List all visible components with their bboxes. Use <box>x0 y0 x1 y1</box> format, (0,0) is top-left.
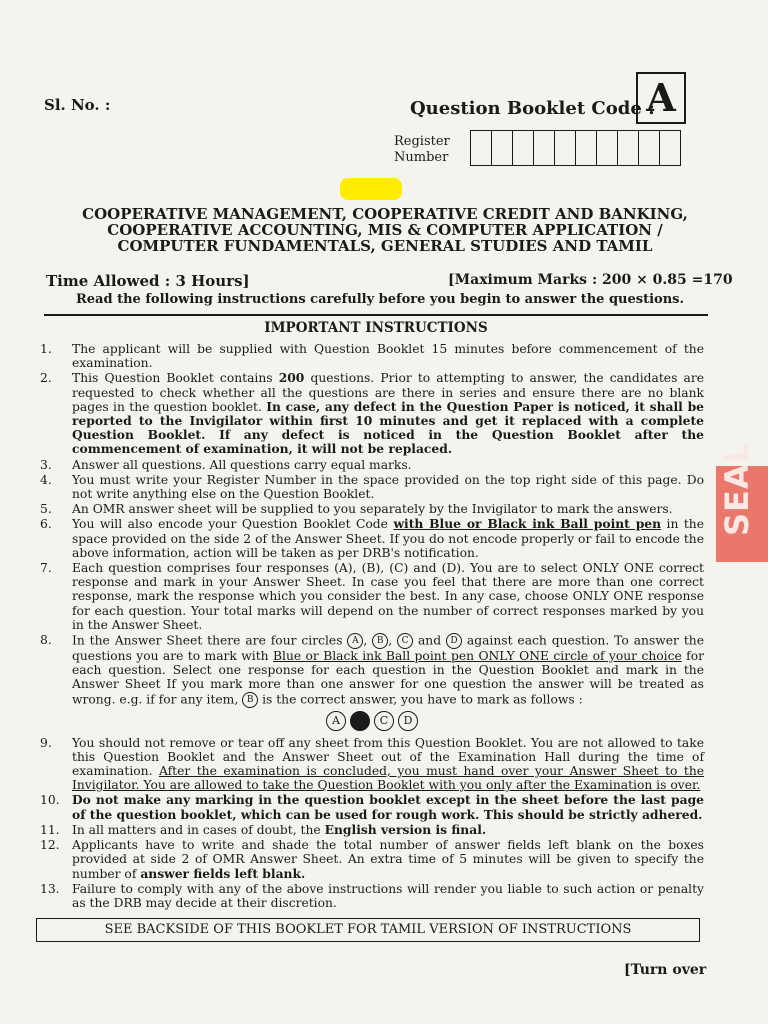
instruction-item <box>40 736 704 793</box>
divider <box>44 314 708 316</box>
register-digit-box <box>660 131 680 165</box>
circle-d-icon: D <box>398 711 418 731</box>
subject-line-3: COMPUTER FUNDAMENTALS, GENERAL STUDIES AND TAMIL <box>117 237 653 255</box>
register-label-line2: Number <box>394 150 449 165</box>
instruction-text <box>72 823 704 837</box>
instruction-number: 12. <box>40 838 60 853</box>
text-run: This Question Booklet contains <box>72 371 279 386</box>
circle-a-icon: A <box>326 711 346 731</box>
circle-a-icon: A <box>347 633 363 649</box>
instruction-text: You must write your Register Number in the space provided on the top right side of this page. Do not write anything else on the Question Booklet. <box>72 472 704 502</box>
instruction-text: In the Answer Sheet there are four circles A , B , C and D against each question. To answer the questions you are to mark with Blue or Black ink Ball point pen ONLY ONE circle of your choice for each question. Select one response for each question in the Question Booklet and mark in the Answer Sheet If you mark more than one answer for one question the answer will be treated as wrong. e.g. if for any item, B is the correct answer, you have to mark as follows : <box>72 633 704 707</box>
instruction-text: Failure to comply with any of the above instructions will render you liable to such action or penalty as the DRB may decide at their discretion. <box>72 881 704 910</box>
circle-c-icon: C <box>397 633 413 649</box>
text-run: with Blue or Black ink Ball point pen <box>393 516 662 532</box>
instruction-text <box>72 736 704 793</box>
answer-marking-example <box>40 711 704 731</box>
tamil-version-note: SEE BACKSIDE OF THIS BOOKLET FOR TAMIL VERSION OF INSTRUCTIONS <box>36 918 700 942</box>
booklet-code-box: A <box>636 72 686 124</box>
turn-over-label: [Turn over <box>624 962 707 978</box>
maximum-marks: [Maximum Marks : 200 × 0.85 =170 <box>448 272 733 288</box>
instruction-number: 10. <box>40 793 60 808</box>
serial-number-label: Sl. No. : <box>44 96 111 114</box>
yellow-highlight-mark <box>340 178 402 200</box>
text-run: for each question. Select one response for each question in the Question Booklet and mark in the Answer Sheet If you mark more than one answer for one question the answer will be treated as wrong. e.g. if for any item, <box>72 649 704 707</box>
instruction-number: 3. <box>40 457 52 472</box>
instruction-text <box>72 838 704 881</box>
instruction-number: 4. <box>40 472 52 487</box>
seal-text: SEAL <box>718 441 756 536</box>
text-run: is the correct answer, you have to mark as follows : <box>258 692 583 707</box>
instruction-item <box>40 793 704 821</box>
circle-c-icon: C <box>374 711 394 731</box>
text-run: You will also encode your Question Booklet Code <box>72 517 394 532</box>
instruction-item <box>40 473 704 501</box>
instruction-text: The applicant will be supplied with Question Booklet 15 minutes before commencement of the examination. <box>72 342 704 371</box>
register-digit-box <box>576 131 597 165</box>
instruction-number: 11. <box>40 822 60 837</box>
text-run: English version is final. <box>324 821 487 837</box>
instruction-number: 5. <box>40 502 52 517</box>
register-digit-box <box>534 131 555 165</box>
circle-b-icon: B <box>372 633 388 649</box>
subject-line-2: COOPERATIVE ACCOUNTING, MIS & COMPUTER APPLICATION / <box>107 221 663 239</box>
instruction-number: 8. <box>40 633 52 648</box>
text-run: Applicants have to write and shade the total number of answer fields left blank on the boxes provided at side 2 of OMR Answer Sheet. An extra time of 5 minutes will be given to specify the number of <box>72 838 704 881</box>
instruction-item <box>40 371 704 456</box>
instruction-number: 9. <box>40 735 52 750</box>
instruction-text <box>72 371 704 456</box>
instructions-heading: IMPORTANT INSTRUCTIONS <box>264 320 488 336</box>
text-run: answer fields left blank. <box>140 865 306 881</box>
text-run: In case, any defect in the Question Paper is noticed, it shall be reported to the Invigilator within first 10 minutes and get it replaced with a complete Question Booklet. If any defect is noticed in the Question Booklet after the commencement of examination, it will not be replaced. <box>72 398 704 457</box>
instruction-text <box>72 517 704 560</box>
text-run: in the space provided on the side 2 of the Answer Sheet. If you do not encode properly or fail to encode the above information, action will be taken as per DRB's notification. <box>72 517 704 560</box>
instruction-item <box>40 517 704 560</box>
instruction-item <box>40 838 704 881</box>
register-digit-box <box>513 131 534 165</box>
text-run: You should not remove or tear off any sheet from this Question Booklet. You are not allowed to take this Question Booklet and the Answer Sheet out of the Examination Hall during the time of examination. <box>72 735 704 779</box>
register-number-boxes <box>470 130 681 166</box>
time-allowed: Time Allowed : 3 Hours] <box>46 272 250 290</box>
register-label-line1: Register <box>394 134 450 149</box>
instructions-list <box>40 342 704 911</box>
instruction-number: 7. <box>40 561 52 576</box>
text-run: In all matters and in cases of doubt, the <box>72 822 325 837</box>
text-run: In the Answer Sheet there are four circles <box>72 633 348 648</box>
register-digit-box <box>555 131 576 165</box>
text-run: Blue or Black ink Ball point pen ONLY ONE circle of your choice <box>272 649 682 664</box>
text-run: questions. Prior to attempting to answer, the candidates are requested to check whether all the questions are there in series and ensure there are no blank pages in the question booklet. <box>72 371 704 414</box>
instruction-number: 13. <box>40 881 60 896</box>
seal-stamp <box>716 441 768 562</box>
subject-line-1: COOPERATIVE MANAGEMENT, COOPERATIVE CREDIT AND BANKING, <box>82 205 688 223</box>
register-digit-box <box>639 131 660 165</box>
instruction-item <box>40 633 704 708</box>
circle-d-icon: D <box>446 633 462 649</box>
register-digit-box <box>471 131 492 165</box>
instruction-item <box>40 882 704 910</box>
instruction-number: 6. <box>40 517 52 532</box>
text-run: and <box>413 633 446 648</box>
register-digit-box <box>492 131 513 165</box>
instruction-text: Each question comprises four responses (A), (B), (C) and (D). You are to select ONLY ONE correct response and mark in your Answer Sheet. In case you feel that there are more than one correct response, mark the response which you consider the best. In any case, choose ONLY ONE response for each question. Your total marks will depend on the number of correct responses marked by you in the Answer Sheet. <box>72 561 704 632</box>
instruction-item <box>40 502 704 516</box>
instruction-item <box>40 458 704 472</box>
booklet-code-label: Question Booklet Code : <box>410 98 655 119</box>
register-digit-box <box>597 131 618 165</box>
read-instructions-note: Read the following instructions carefully before you begin to answer the questions. <box>75 292 685 307</box>
circle-b-icon: B <box>242 692 258 708</box>
filled-circle-icon <box>350 711 370 731</box>
instruction-item <box>40 823 704 837</box>
instruction-text: Answer all questions. All questions carry equal marks. <box>72 457 412 472</box>
register-digit-box <box>618 131 639 165</box>
subject-title <box>60 206 710 254</box>
text-run: 200 <box>278 370 305 386</box>
text-run: After the examination is concluded, you must hand over your Answer Sheet to the Invigilator. You are allowed to take the Question Booklet with you only after the Examination is over. <box>72 764 705 793</box>
instruction-item <box>40 561 704 632</box>
instruction-number: 2. <box>40 371 52 386</box>
register-number-label <box>394 134 450 166</box>
instruction-number: 1. <box>40 342 52 356</box>
text-run: against each question. To answer the questions you are to mark with <box>72 633 704 664</box>
instruction-text: Do not make any marking in the question booklet except in the sheet before the last page of the question booklet, which can be used for rough work. This should be strictly adhered. <box>72 792 704 822</box>
instruction-text: An OMR answer sheet will be supplied to you separately by the Invigilator to mark the answers. <box>72 502 673 517</box>
instruction-item <box>40 342 704 370</box>
